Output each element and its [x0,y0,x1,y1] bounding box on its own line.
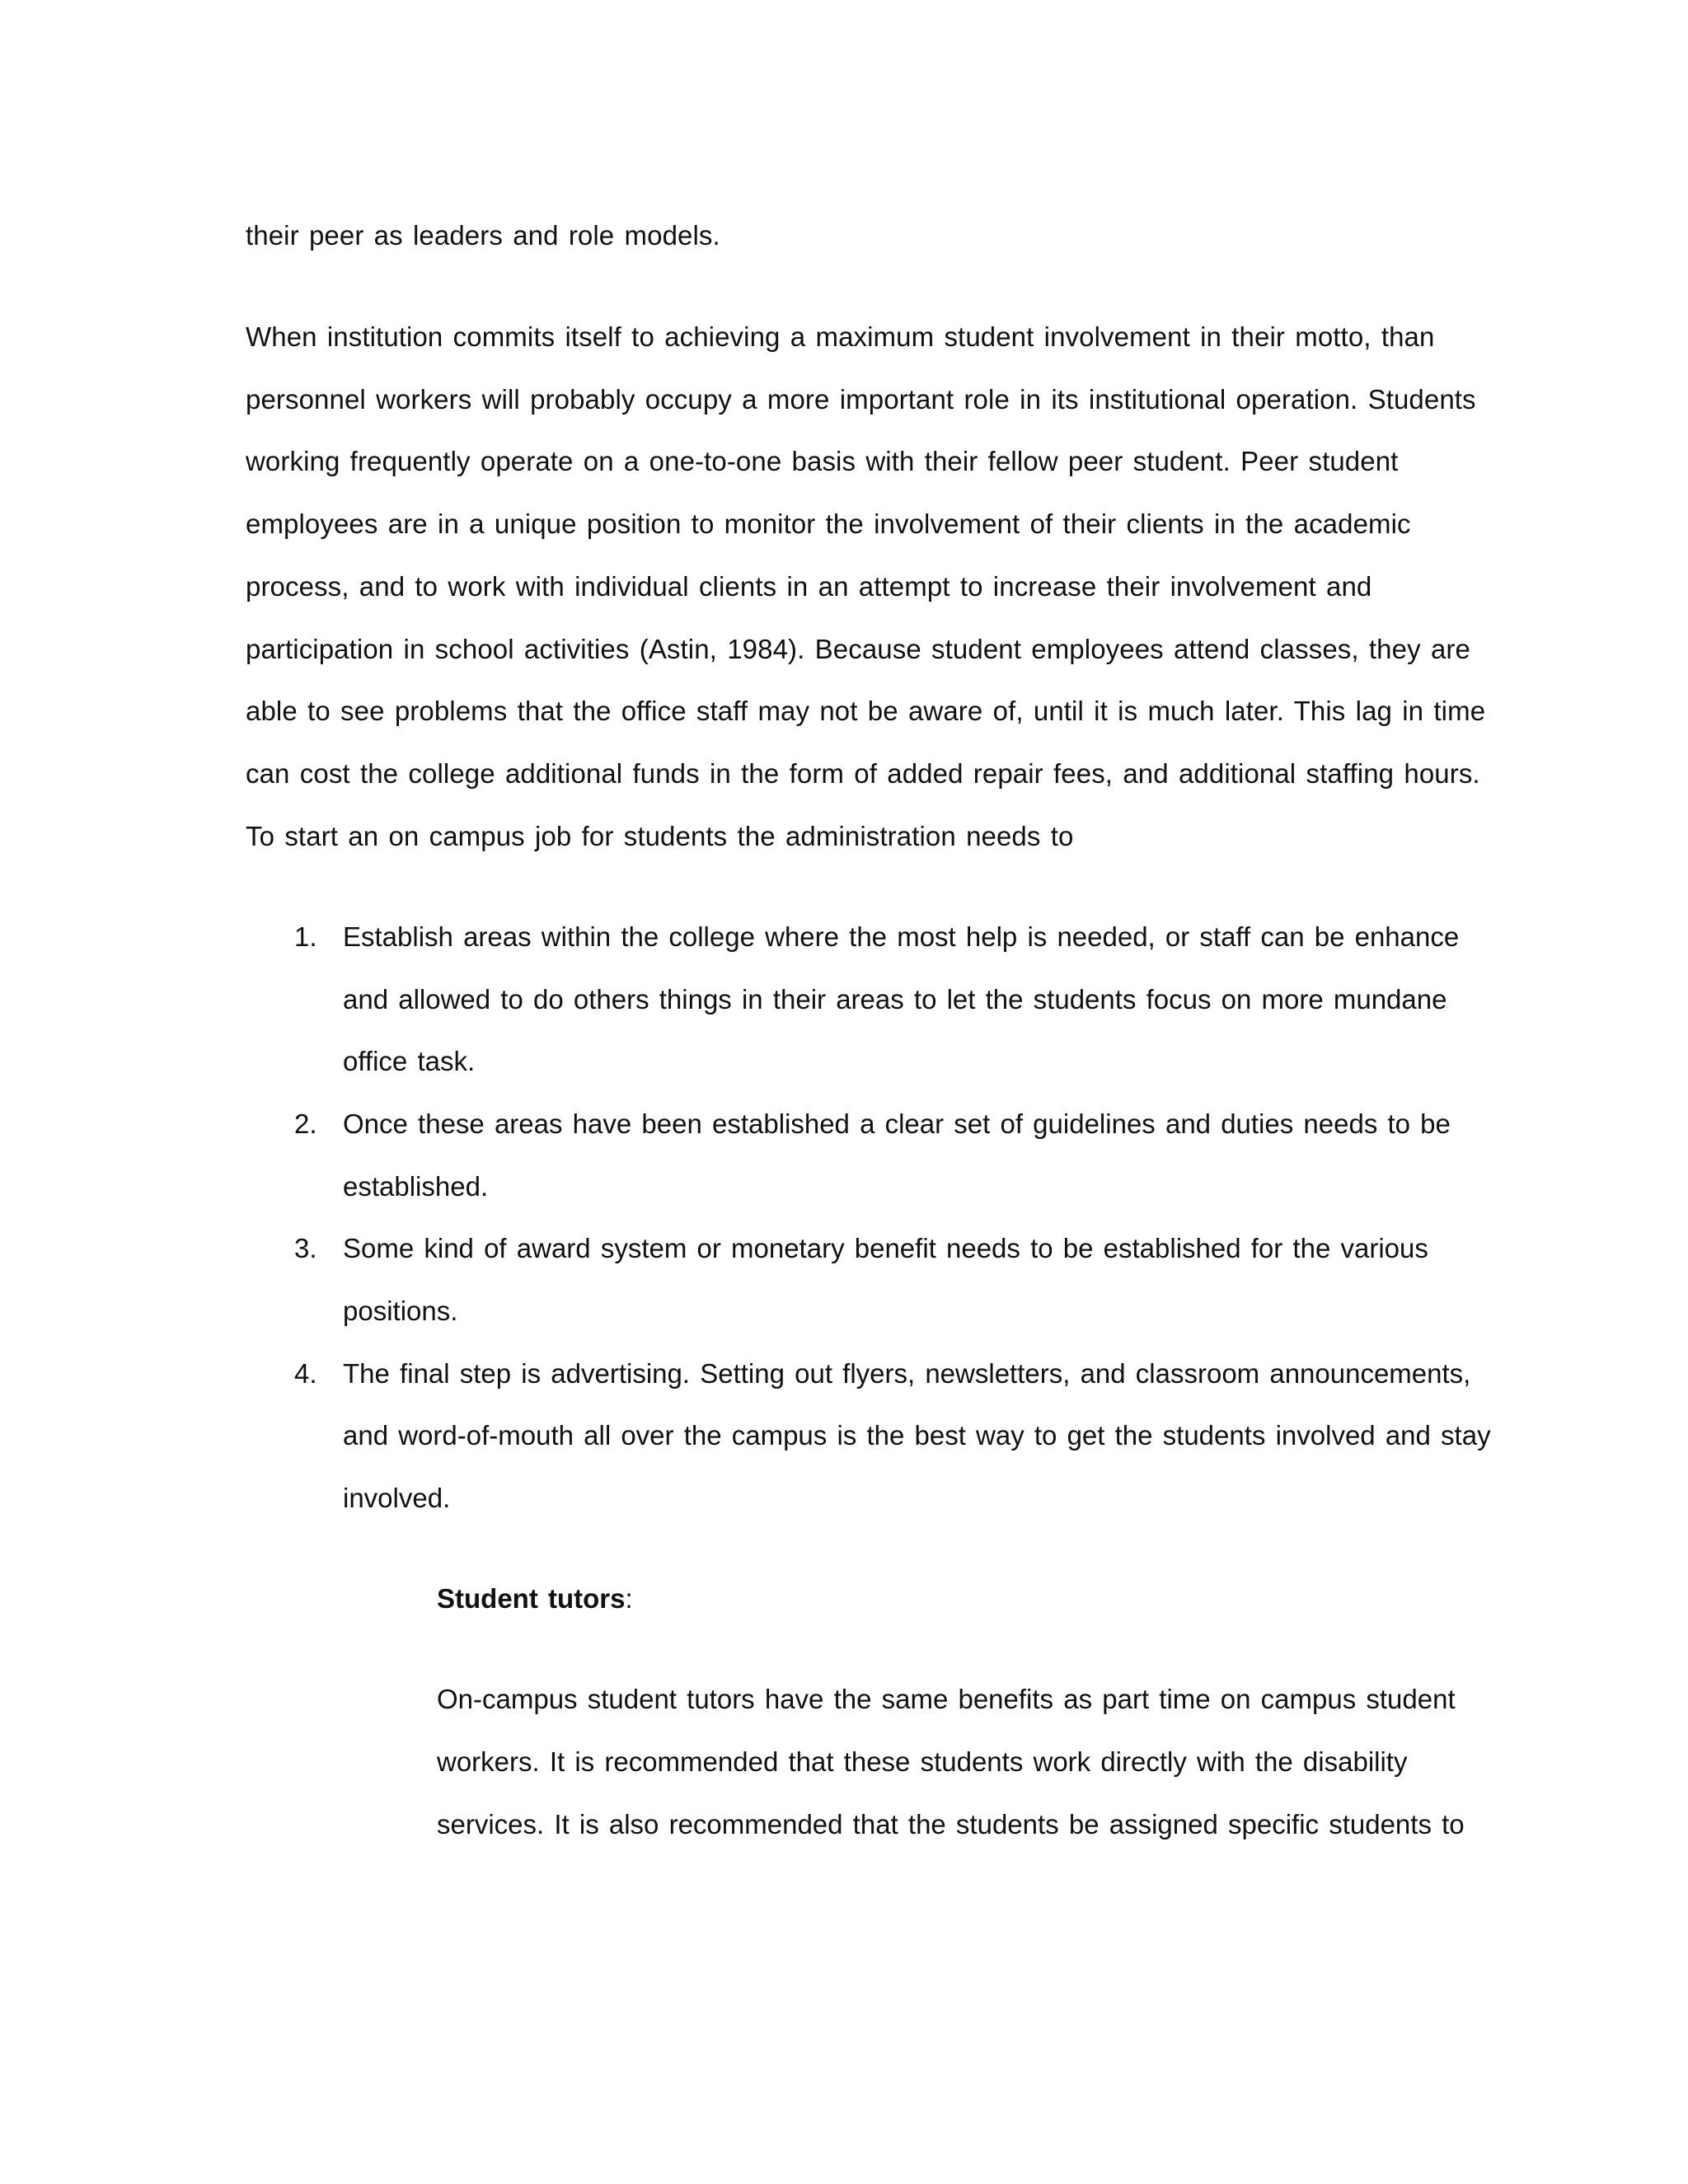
list-item-line: and allowed to do others things in their areas to let the students focus on more mundane [343,984,1447,1015]
list-item-line: Once these areas have been established a clear set of guidelines and duties needs to be [343,1108,1451,1139]
list-item-line: involved. [343,1483,451,1513]
paragraph-line: participation in school activities (Astin, 1984). Because student employees attend classes, they are [246,634,1470,664]
paragraph-line: able to see problems that the office staff may not be aware of, until it is much later. This lag in time [246,696,1486,726]
list-item-line: Some kind of award system or monetary benefit needs to be established for the various [343,1233,1428,1263]
list-number: 3. [294,1233,317,1263]
paragraph-line: can cost the college additional funds in the form of added repair fees, and additional staffing hours. [246,758,1480,789]
section-heading-colon: : [625,1583,633,1614]
section-paragraph-line: On-campus student tutors have the same benefits as part time on campus student [437,1684,1456,1714]
section-paragraph-line: services. It is also recommended that the students be assigned specific students to [437,1809,1465,1840]
list-item-line: Establish areas within the college where the most help is needed, or staff can be enhance [343,921,1460,952]
list-number: 4. [294,1358,317,1389]
list-number: 1. [294,921,317,952]
list-item-line: The final step is advertising. Setting out flyers, newsletters, and classroom announcements, [343,1358,1471,1389]
intro-line: their peer as leaders and role models. [246,220,720,251]
section-paragraph-line: workers. It is recommended that these students work directly with the disability [437,1746,1408,1777]
section-heading [437,1582,633,1615]
section-heading-text: Student tutors [437,1583,626,1614]
paragraph-line: working frequently operate on a one-to-one basis with their fellow peer student. Peer student [246,446,1399,476]
paragraph-line: employees are in a unique position to monitor the involvement of their clients in the academic [246,509,1411,539]
list-number: 2. [294,1108,317,1139]
paragraph-line: When institution commits itself to achieving a maximum student involvement in their motto, than [246,321,1435,352]
paragraph-line: To start an on campus job for students the administration needs to [246,821,1074,851]
list-item-line: office task. [343,1046,476,1076]
list-item-line: established. [343,1171,489,1202]
paragraph-line: process, and to work with individual clients in an attempt to increase their involvement and [246,571,1372,602]
paragraph-line: personnel workers will probably occupy a more important role in its institutional operation. Students [246,384,1476,415]
list-item-line: positions. [343,1296,458,1326]
list-item-line: and word-of-mouth all over the campus is the best way to get the students involved and stay [343,1420,1491,1451]
